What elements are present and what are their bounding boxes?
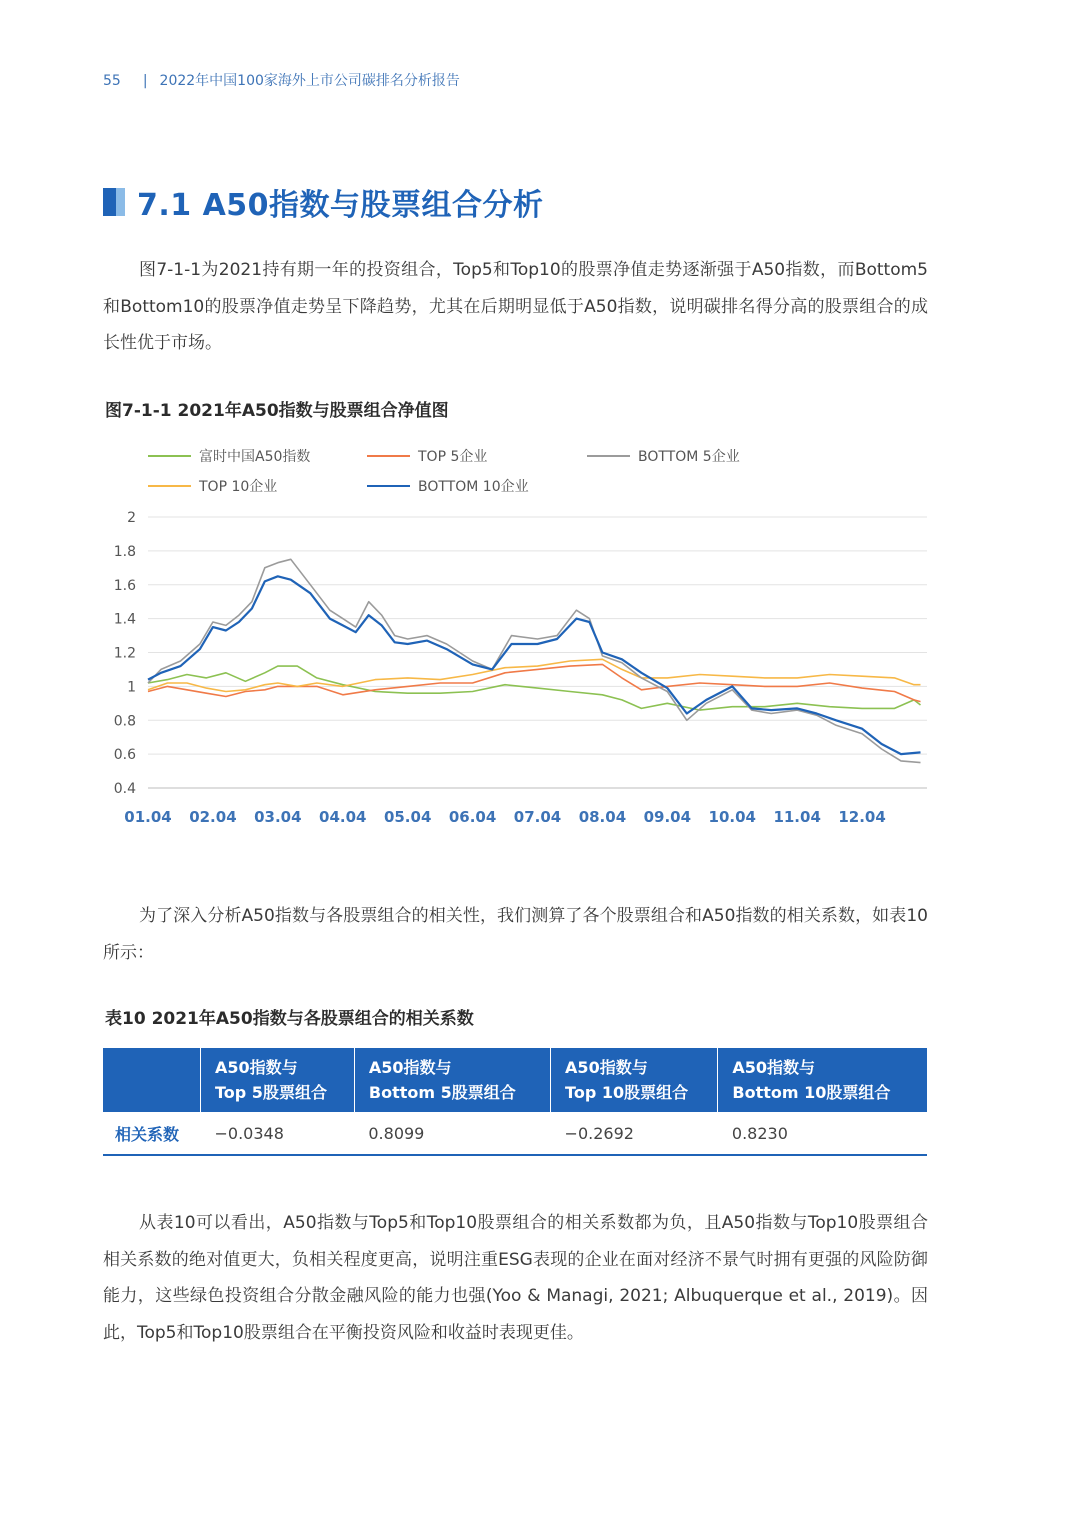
report-title: 2022年中国100家海外上市公司碳排名分析报告 [159, 73, 460, 89]
y-tick-label: 2 [127, 510, 136, 526]
x-tick-label: 10.04 [708, 808, 756, 826]
y-tick-label: 0.8 [113, 713, 136, 730]
y-tick-label: 0.6 [113, 747, 136, 764]
legend-label: BOTTOM 10企业 [418, 479, 529, 495]
legend-label: BOTTOM 5企业 [638, 449, 740, 465]
legend-swatch [367, 455, 410, 457]
y-tick-label: 1.6 [113, 577, 136, 594]
x-tick-label: 05.04 [383, 808, 432, 826]
x-tick-label: 09.04 [643, 808, 692, 826]
table-cell: 0.8099 [354, 1112, 550, 1155]
table-cell: −0.0348 [201, 1112, 355, 1155]
series-line-1 [148, 664, 921, 701]
legend-label: TOP 10企业 [199, 479, 278, 495]
y-tick-label: 1 [127, 679, 136, 696]
x-tick-label: 04.04 [319, 808, 367, 826]
legend-swatch [148, 455, 191, 457]
header-separator: | [142, 73, 148, 89]
table-cell: −0.2692 [551, 1112, 718, 1155]
legend-item-a50 [148, 446, 310, 466]
y-tick-label: 1.4 [113, 611, 136, 628]
x-tick-label: 01.04 [124, 808, 172, 826]
page-number: 55 [103, 73, 121, 89]
table-header-bottom10: A50指数与 Bottom 10股票组合 [718, 1048, 927, 1112]
legend-item-top5 [367, 446, 487, 466]
y-tick-label: 1.8 [113, 543, 136, 560]
section-marker-icon [103, 188, 125, 216]
table-header-bottom5: A50指数与 Bottom 5股票组合 [354, 1048, 550, 1112]
series-line-0 [148, 666, 921, 710]
section-heading [103, 180, 544, 224]
legend-swatch [148, 485, 191, 487]
table-title: 表10 2021年A50指数与各股票组合的相关系数 [105, 1009, 474, 1029]
paragraph-correlation-intro: 为了深入分析A50指数与各股票组合的相关性，我们测算了各个股票组合和A50指数的相关系数，如表10所示： [103, 906, 928, 963]
x-tick-label: 03.04 [254, 808, 302, 826]
legend-item-bottom10 [367, 476, 529, 496]
table-header-empty [103, 1048, 201, 1112]
section-title: 7.1 A50指数与股票组合分析 [137, 188, 544, 223]
x-tick-label: 08.04 [578, 808, 627, 826]
legend-swatch [367, 485, 410, 487]
page-header [103, 70, 460, 90]
paragraph-conclusion: 从表10可以看出，A50指数与Top5和Top10股票组合的相关系数都为负，且A50指数与Top10股票组合相关系数的绝对值更大，负相关程度更高，说明注重ESG表现的企业在面对经济不景气时拥有更强的风险防御能力，这些绿色投资组合分散金融风险的能力也强(Yoo & Managi, 2021; Albuquerque et al., 2019)。因此，Top5和Top10股票组合在平衡投资风险和收益时表现更佳。 [103, 1213, 928, 1343]
table-header-row [103, 1048, 927, 1112]
table-header-top10: A50指数与 Top 10股票组合 [551, 1048, 718, 1112]
correlation-table [103, 1048, 927, 1156]
figure-title: 图7-1-1 2021年A50指数与股票组合净值图 [105, 401, 449, 421]
table-header-top5: A50指数与 Top 5股票组合 [201, 1048, 355, 1112]
series-line-4 [148, 576, 921, 754]
legend-label: TOP 5企业 [418, 449, 488, 465]
paragraph-intro: 图7-1-1为2021持有期一年的投资组合，Top5和Top10的股票净值走势逐渐强于A50指数，而Bottom5和Bottom10的股票净值走势呈下降趋势，尤其在后期明显低于A50指数，说明碳排名得分高的股票组合的成长性优于市场。 [103, 260, 928, 353]
table-cell: 0.8230 [718, 1112, 927, 1155]
x-tick-label: 12.04 [838, 808, 886, 826]
legend-label: 富时中国A50指数 [199, 449, 311, 465]
x-tick-label: 02.04 [189, 808, 237, 826]
x-tick-label: 07.04 [513, 808, 562, 826]
y-tick-label: 0.4 [113, 781, 136, 797]
series-line-2 [148, 559, 921, 762]
x-tick-label: 06.04 [448, 808, 497, 826]
x-tick-label: 11.04 [773, 808, 821, 826]
net-value-line-chart [100, 505, 935, 835]
table-row [103, 1112, 927, 1155]
legend-item-top10 [148, 476, 277, 496]
legend-swatch [587, 455, 630, 457]
legend-item-bottom5 [587, 446, 740, 466]
table-row-label: 相关系数 [103, 1112, 201, 1155]
y-tick-label: 1.2 [113, 645, 136, 662]
